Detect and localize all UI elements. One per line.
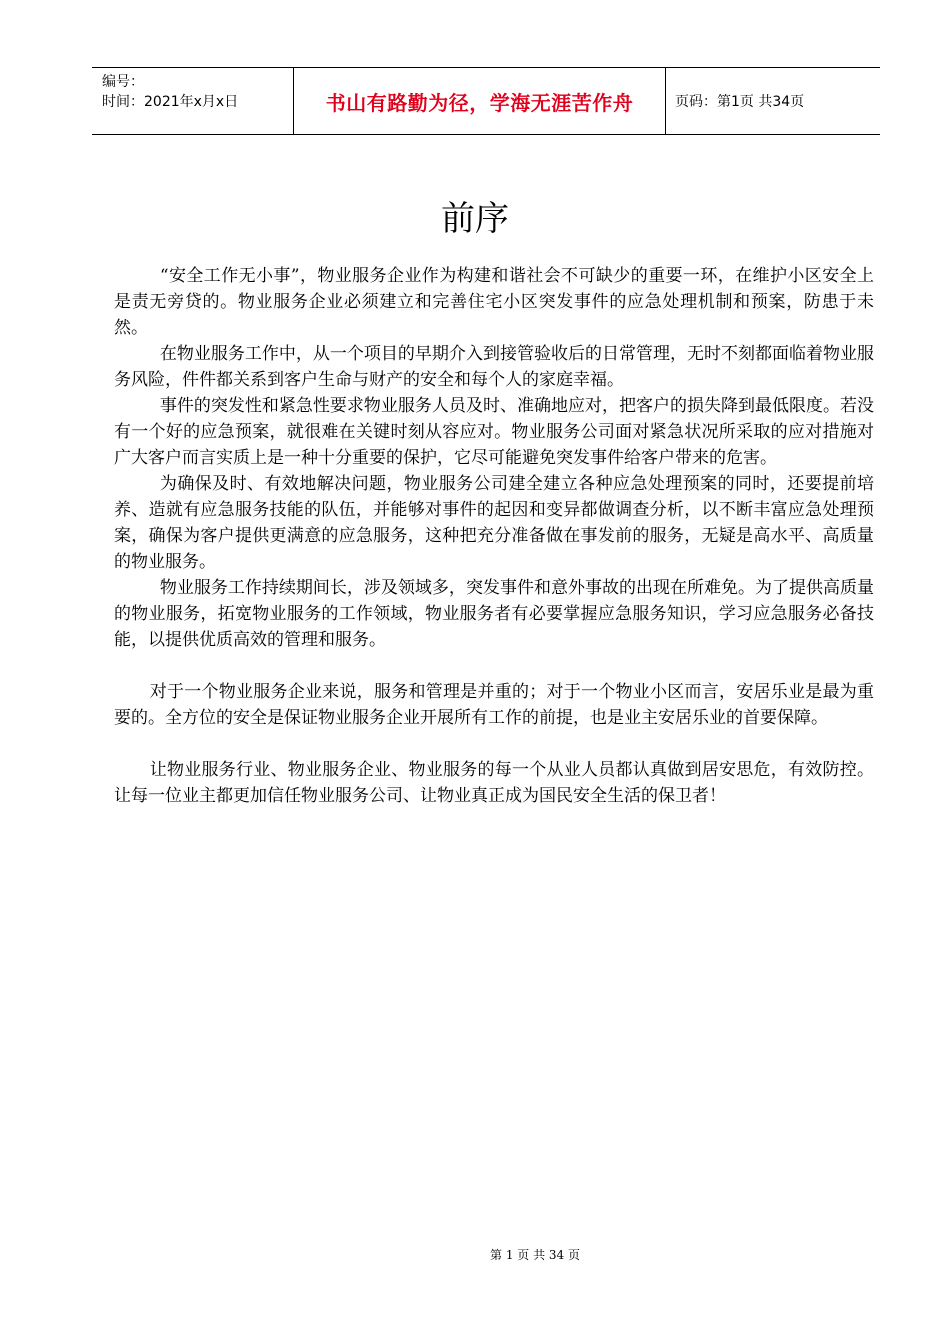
time-label: 时间：2021年x月x日 [102,94,239,110]
paragraph: 事件的突发性和紧急性要求物业服务人员及时、准确地应对，把客户的损失降到最低限度。若没有一个好的应急预案，就很难在关键时刻从容应对。物业服务公司面对紧急状况所采取的应对措施对广大客户而言实质上是一种十分重要的保护，它尽可能避免突发事件给客户带来的危害。 [114,396,874,468]
paragraph: “安全工作无小事”，物业服务企业作为构建和谐社会不可缺少的重要一环，在维护小区安全上是责无旁贷的。物业服务企业必须建立和完善住宅小区突发事件的应急处理机制和预案，防患于未然。 [114,266,874,338]
header-motto: 书山有路勤为径，学海无涯苦作舟 [293,68,666,134]
paragraph: 让物业服务行业、物业服务企业、物业服务的每一个从业人员都认真做到居安思危，有效防控。让每一位业主都更加信任物业服务公司、让物业真正成为国民安全生活的保卫者！ [114,760,874,806]
serial-number-label: 编号： [102,74,144,90]
page-footer: 第 1 页 共 34 页 [490,1248,580,1262]
paragraph: 为确保及时、有效地解决问题，物业服务公司建全建立各种应急处理预案的同时，还要提前培养、造就有应急服务技能的队伍，并能够对事件的起因和变异都做调查分析，以不断丰富应急处理预案，确保为客户提供更满意的应急服务，这种把充分准备做在事发前的服务，无疑是高水平、高质量的物业服务。 [114,474,874,572]
document-body [114,263,874,809]
paragraph: 对于一个物业服务企业来说，服务和管理是并重的；对于一个物业小区而言，安居乐业是最为重要的。全方位的安全是保证物业服务企业开展所有工作的前提，也是业主安居乐业的首要保障。 [114,682,874,728]
paragraph: 物业服务工作持续期间长，涉及领域多，突发事件和意外事故的出现在所难免。为了提供高质量的物业服务，拓宽物业服务的工作领域，物业服务者有必要掌握应急服务知识，学习应急服务必备技能，以提供优质高效的管理和服务。 [114,578,874,650]
document-header [92,67,880,135]
header-page-info: 页码：第1页 共34页 [675,94,805,110]
paragraph: 在物业服务工作中，从一个项目的早期介入到接管验收后的日常管理，无时不刻都面临着物业服务风险，件件都关系到客户生命与财产的安全和每个人的家庭幸福。 [114,344,874,390]
header-meta [92,68,293,134]
page-title: 前序 [441,199,509,239]
